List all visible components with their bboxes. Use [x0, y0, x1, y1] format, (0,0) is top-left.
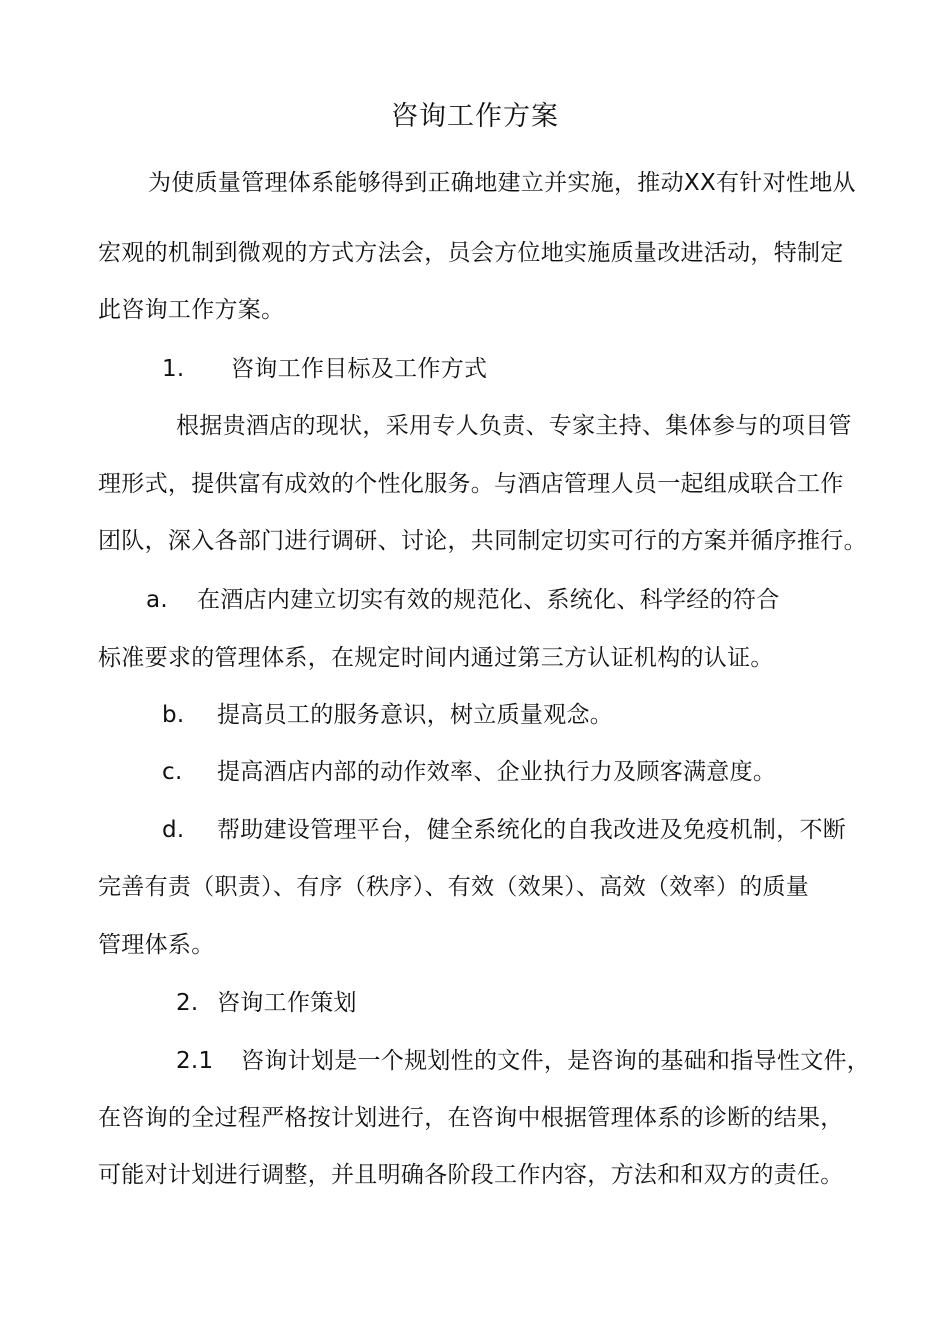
item-b-marker: b. — [162, 702, 185, 728]
item-a-line-1: 在酒店内建立切实有效的规范化、系统化、科学经的符合 — [197, 587, 780, 613]
section-1-heading: 咨询工作目标及工作方式 — [231, 356, 488, 382]
item-a-line-2: 标准要求的管理体系，在规定时间内通过第三方认证机构的认证。 — [98, 645, 774, 671]
subsection-2-1-number: 2.1 — [176, 1048, 214, 1074]
document-title: 咨询工作方案 — [391, 101, 559, 132]
section-1-para-line-2: 理形式，提供富有成效的个性化服务。与酒店管理人员一起组成联合工作 — [98, 471, 844, 497]
item-c-marker: c. — [162, 759, 183, 785]
item-c-line-1: 提高酒店内部的动作效率、企业执行力及顾客满意度。 — [217, 759, 777, 785]
item-a-marker: a. — [146, 587, 169, 613]
item-b-line-1: 提高员工的服务意识，树立质量观念。 — [217, 702, 614, 728]
intro-line-3: 此咨询工作方案。 — [98, 297, 285, 323]
section-1-para-line-1: 根据贵酒店的现状，采用专人负责、专家主持、集体参与的项目管 — [176, 413, 852, 439]
subsection-2-1-line-1: 咨询计划是一个规划性的文件，是咨询的基础和指导性文件， — [241, 1048, 871, 1074]
item-d-marker: d. — [162, 817, 185, 843]
item-d-line-2: 完善有责（职责）、有序（秩序）、有效（效果）、高效（效率）的质量 — [98, 874, 810, 900]
subsection-2-1-line-2: 在咨询的全过程严格按计划进行，在咨询中根据管理体系的诊断的结果， — [98, 1105, 844, 1131]
section-2-heading: 咨询工作策划 — [217, 990, 357, 1016]
section-1-para-line-3: 团队，深入各部门进行调研、讨论，共同制定切实可行的方案并循序推行。 — [98, 528, 867, 554]
item-d-line-3: 管理体系。 — [98, 932, 215, 958]
section-1-number: 1. — [162, 356, 185, 382]
subsection-2-1-line-3: 可能对计划进行调整，并且明确各阶段工作内容，方法和和双方的责任。 — [98, 1162, 844, 1188]
item-d-line-1: 帮助建设管理平台，健全系统化的自我改进及免疫机制，不断 — [217, 817, 847, 843]
intro-line-2: 宏观的机制到微观的方式方法会，员会方位地实施质量改进活动，特制定 — [98, 240, 844, 266]
intro-line-1: 为使质量管理体系能够得到正确地建立并实施，推动XX有针对性地从 — [148, 170, 856, 196]
section-2-number: 2. — [176, 990, 199, 1016]
